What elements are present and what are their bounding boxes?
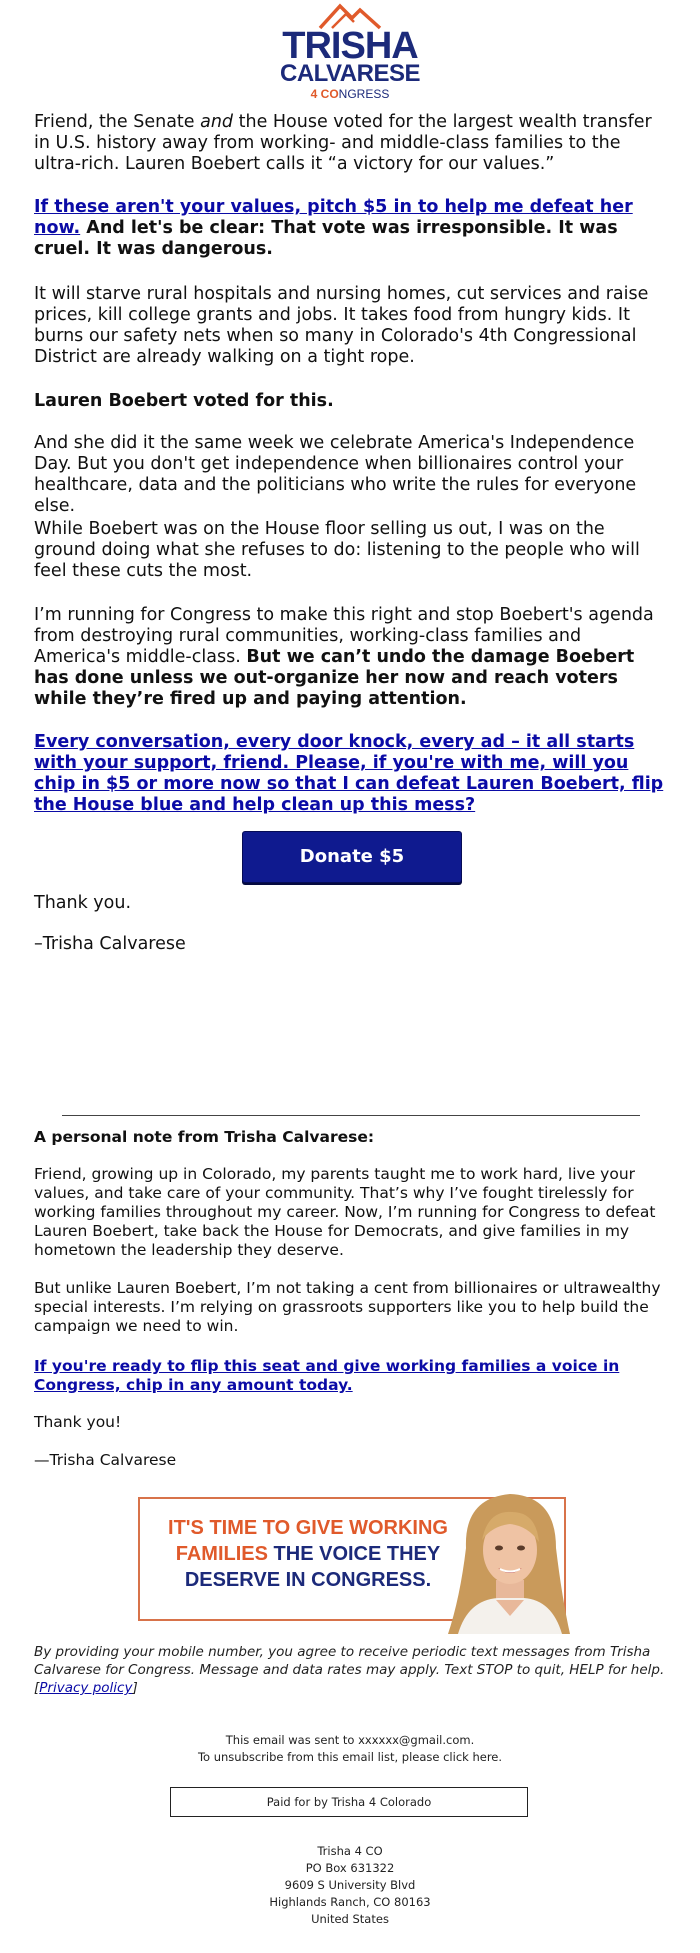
- logo-tag-highlight: 4 CO: [310, 87, 339, 101]
- address-line: Trisha 4 CO: [317, 1844, 383, 1858]
- running-paragraph: [34, 605, 666, 710]
- note-paragraph-2: But unlike Lauren Boebert, I’m not taking a cent from billionaires or ultrawealthy special interests. I’m relying on grassroots supporters like you to help build the campaign we need to win.: [34, 1279, 661, 1335]
- thank-you: Thank you.: [34, 893, 132, 913]
- disclaimer-text: By providing your mobile number, you agree to receive periodic text messages from Trisha Calvarese for Congress. Message and data rates may apply. Text STOP to quit, HELP for help. [: [34, 1644, 665, 1696]
- intro-text-2: the House voted for the largest wealth transfer in U.S. history away from working- and middle-class families to the ultra-rich. Lauren Boebert calls it “a victory for our values.”: [34, 112, 652, 174]
- signature: –Trisha Calvarese: [34, 934, 186, 954]
- running-text: I’m running for Congress to make this right and stop Boebert's agenda from destroying rural communities, working-class families and America's middle-class.: [34, 605, 654, 667]
- address-line: United States: [311, 1912, 389, 1926]
- privacy-policy-link[interactable]: Privacy policy: [39, 1680, 133, 1696]
- pitch-link[interactable]: If these aren't your values, pitch $5 in to help me defeat her now.: [34, 197, 633, 238]
- campaign-logo: [0, 0, 700, 104]
- banner-slogan: [140, 1515, 476, 1593]
- note-thank-you: Thank you!: [34, 1413, 122, 1431]
- logo-name-first: TRISHA: [282, 25, 418, 67]
- note-signature: —Trisha Calvarese: [34, 1451, 177, 1469]
- ask-paragraph: [34, 732, 666, 816]
- banner-line-1: IT'S TIME TO GIVE WORKING: [168, 1517, 448, 1539]
- sms-disclaimer: [34, 1643, 666, 1697]
- ground-paragraph: While Boebert was on the House floor selling us out, I was on the ground doing what she refuses to do: listening to the people who will feel these cuts the most.: [34, 519, 640, 581]
- note-donate-link[interactable]: If you're ready to flip this seat and give working families a voice in Congress, chip in any amount today.: [34, 1357, 620, 1394]
- disclaimer-close: ]: [132, 1680, 138, 1696]
- intro-emphasis: and: [200, 112, 234, 132]
- note-paragraph-3: [34, 1357, 666, 1395]
- logo-tag-rest: NGRESS: [338, 87, 390, 101]
- divider: [62, 1115, 640, 1116]
- note-heading: A personal note from Trisha Calvarese:: [34, 1128, 375, 1146]
- address-line: Highlands Ranch, CO 80163: [269, 1895, 431, 1909]
- logo-tagline: [0, 87, 700, 101]
- intro-text-1: Friend, the Senate: [34, 112, 201, 132]
- pitch-bold-text: And let's be clear: That vote was irresponsible. It was cruel. It was dangerous.: [34, 218, 618, 259]
- running-bold-text: But we can’t undo the damage Boebert has done unless we out-organize her now and reach voters while they’re fired up and paying attention.: [34, 647, 635, 709]
- banner-line-2-navy: THE VOICE THEY: [267, 1543, 441, 1565]
- footer-unsubscribe[interactable]: To unsubscribe from this email list, please click here.: [197, 1750, 503, 1764]
- footer-sent-to: This email was sent to xxxxxx@gmail.com.: [225, 1733, 475, 1747]
- banner-line-3: DESERVE IN CONGRESS.: [184, 1569, 432, 1591]
- paid-for-box: Paid for by Trisha 4 Colorado: [170, 1787, 528, 1817]
- intro-paragraph: [34, 112, 666, 175]
- impact-paragraph: It will starve rural hospitals and nursing homes, cut services and raise prices, kill college grants and jobs. It takes food from hungry kids. It burns our safety nets when so many in Colorado's 4th Congressional District are already walking on a tight rope.: [34, 284, 649, 367]
- address-line: 9609 S University Blvd: [284, 1878, 416, 1892]
- candidate-portrait: [438, 1488, 580, 1634]
- logo-name-last: CALVARESE: [280, 60, 420, 87]
- pitch-paragraph: [34, 197, 666, 260]
- donate-button[interactable]: Donate $5: [242, 831, 462, 883]
- address-line: PO Box 631322: [305, 1861, 395, 1875]
- ask-link[interactable]: Every conversation, every door knock, every ad – it all starts with your support, friend. Please, if you're with me, will you chip in $5 or more now so that I can defeat Lauren Boebert, flip the House blue and help clean up this mess?: [34, 732, 664, 815]
- note-paragraph-1: Friend, growing up in Colorado, my parents taught me to work hard, live your values, and take care of your community. That’s why I’ve fought tirelessly for working families throughout my career. Now, I’m running for Congress to defeat Lauren Boebert, take back the House for Democrats, and give families in my hometown the leadership they deserve.: [34, 1165, 656, 1259]
- banner-line-2-orange: FAMILIES: [175, 1543, 268, 1565]
- independence-paragraph: And she did it the same week we celebrate America's Independence Day. But you don't get independence when billionaires control your healthcare, data and the politicians who write the rules for everyone else.: [34, 433, 637, 516]
- voted-paragraph: Lauren Boebert voted for this.: [34, 391, 334, 411]
- banner-line-2: [140, 1541, 476, 1567]
